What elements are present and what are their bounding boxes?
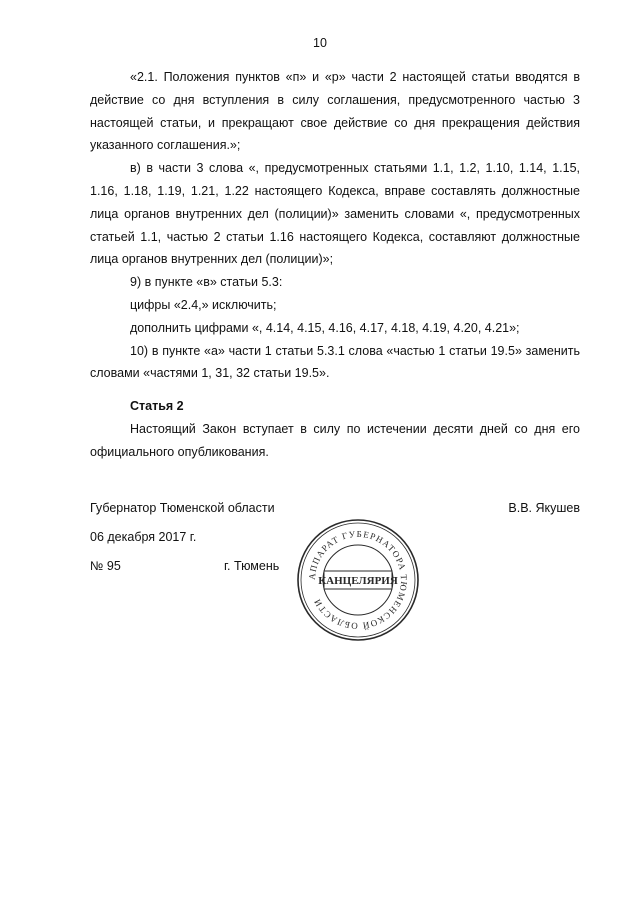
document-date: 06 декабря 2017 г.	[90, 530, 197, 544]
official-seal-stamp	[293, 515, 423, 645]
document-body	[90, 66, 580, 385]
seal-center-text: КАНЦЕЛЯРИЯ	[318, 575, 398, 587]
governor-title: Губернатор Тюменской области	[90, 501, 275, 515]
paragraph-digits-excluded: цифры «2.4,» исключить;	[130, 297, 277, 312]
paragraph-clause-v: в) в части 3 слова «, предусмотренных статьями 1.1, 1.2, 1.10, 1.14, 1.15, 1.16, 1.18, 1.19, 1.21, 1.22 настоящего Кодекса, вправе составлять должностные лица органов внутренних дел (полиции)» заменить словами «, предусмотренных статьей 1.1, частью 2 статьи 1.16 настоящего Кодекса, составляют должностные лица органов внутренних дел (полиции)»;	[90, 161, 580, 267]
article-2-body	[90, 418, 580, 464]
paragraph-item-10: 10) в пункте «а» части 1 статьи 5.3.1 слова «частью 1 статьи 19.5» заменить словами «частями 1, 31, 32 статьи 19.5».	[90, 343, 580, 381]
governor-name: В.В. Якушев	[508, 501, 580, 515]
paragraph-clause-2-1: «2.1. Положения пунктов «п» и «р» части 2 настоящей статьи вводятся в действие со дня вступления в силу соглашения, предусмотренного частью 3 настоящей статьи, и прекращают свое действие со дня прекращения действия указанного соглашения.»;	[90, 70, 580, 153]
article-2-text: Настоящий Закон вступает в силу по истечении десяти дней со дня его официального опубликования.	[90, 422, 580, 459]
seal-ring-text: АППАРАТ ГУБЕРНАТОРА ТЮМЕНСКОЙ ОБЛАСТИ	[306, 528, 410, 632]
article-2-heading: Статья 2	[130, 399, 184, 413]
paragraph-item-9: 9) в пункте «в» статьи 5.3:	[130, 275, 283, 290]
document-number: № 95	[90, 559, 121, 573]
document-city: г. Тюмень	[224, 559, 280, 573]
page-number: 10	[313, 36, 327, 50]
paragraph-digits-added: дополнить цифрами «, 4.14, 4.15, 4.16, 4.17, 4.18, 4.19, 4.20, 4.21»;	[130, 320, 520, 335]
